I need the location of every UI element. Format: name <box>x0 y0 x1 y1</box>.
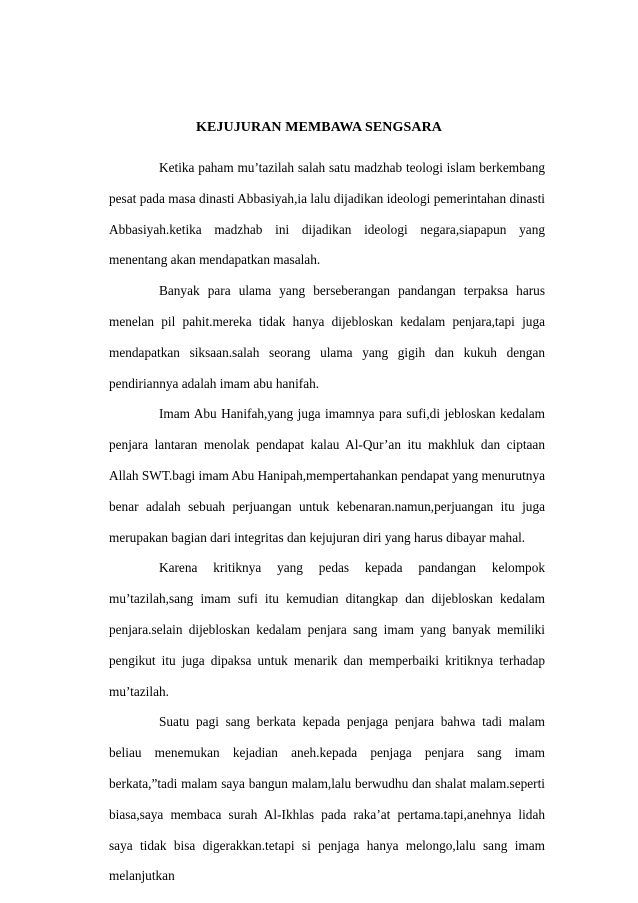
document-title: KEJUJURAN MEMBAWA SENGSARA <box>195 120 443 135</box>
document-body <box>109 153 545 892</box>
paragraph-2: Banyak para ulama yang berseberangan pandangan terpaksa harus menelan pil pahit.mereka tidak hanya dijebloskan kedalam penjara,tapi juga mendapatkan siksaan.salah seorang ulama yang gigih dan kukuh dengan pendiriannya adalah imam abu hanifah. <box>109 283 545 391</box>
paragraph-4: Karena kritiknya yang pedas kepada pandangan kelompok mu’tazilah,sang imam sufi itu kemudian ditangkap dan dijebloskan kedalam penjara.selain dijebloskan kedalam penjara sang imam yang banyak memiliki pengikut itu juga dipaksa untuk menarik dan memperbaiki kritiknya terhadap mu’tazilah. <box>109 560 545 699</box>
paragraph-5: Suatu pagi sang berkata kepada penjaga penjara bahwa tadi malam beliau menemukan kejadian aneh.kepada penjaga penjara sang imam berkata,”tadi malam saya bangun malam,lalu berwudhu dan shalat malam.seperti biasa,saya membaca surah Al-Ikhlas pada raka’at pertama.tapi,anehnya lidah saya tidak bisa digerakkan.tetapi si penjaga hanya melongo,lalu sang imam melanjutkan <box>109 714 545 884</box>
paragraph-1: Ketika paham mu’tazilah salah satu madzhab teologi islam berkembang pesat pada masa dinasti Abbasiyah,ia lalu dijadikan ideologi pemerintahan dinasti Abbasiyah.ketika madzhab ini dijadikan ideologi negara,siapapun yang menentang akan mendapatkan masalah. <box>109 160 545 268</box>
paragraph-3: Imam Abu Hanifah,yang juga imamnya para sufi,di jebloskan kedalam penjara lantaran menolak pendapat kalau Al-Qur’an itu makhluk dan ciptaan Allah SWT.bagi imam Abu Hanipah,mempertahankan pendapat yang menurutnya benar adalah sebuah perjuangan untuk kebenaran.namun,perjuangan itu juga merupakan bagian dari integritas dan kejujuran diri yang harus dibayar mahal. <box>109 406 545 545</box>
